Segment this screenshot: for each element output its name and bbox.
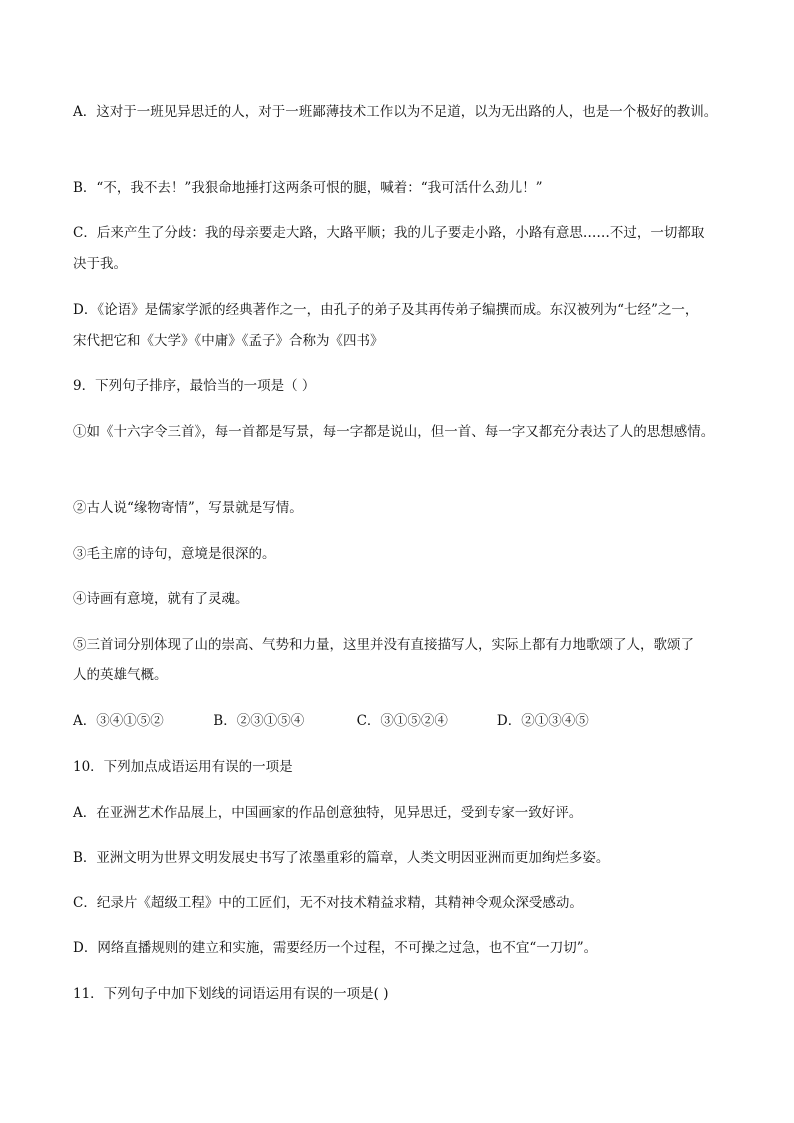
q8-option-c-line2: 决于我。 [73,256,127,272]
q10-option-d: D．网络直播规则的建立和实施，需要经历一个过程，不可操之过急，也不宜“一刀切”。 [73,940,598,956]
q9-stem: 9．下列句子排序，最恰当的一项是（ ） [73,378,316,394]
q10-option-b: B．亚洲文明为世界文明发展史书写了浓墨重彩的篇章，人类文明因亚洲而更加绚烂多姿。 [73,850,610,866]
q10-stem: 10．下列加点成语运用有误的一项是 [73,759,293,775]
q9-sentence-2: ②古人说“缘物寄情”，写景就是写情。 [73,500,303,516]
q9-option-a: A．③④①⑤② [73,713,164,729]
q9-sentence-1: ①如《十六字令三首》，每一首都是写景，每一字都是说山，但一首、每一字又都充分表达了人的思想感情。 [73,424,715,440]
q8-option-b: B．“不，我不去！”我狠命地捶打这两条可恨的腿，喊着：“我可活什么劲儿！” [73,180,543,196]
q9-sentence-4: ④诗画有意境，就有了灵魂。 [73,591,249,607]
q8-option-d-line2: 宋代把它和《大学》《中庸》《孟子》合称为《四书》 [73,333,384,349]
q9-sentence-5-line2: 人的英雄气概。 [73,667,168,683]
q11-stem: 11．下列句子中加下划线的词语运用有误的一项是( ) [73,986,389,1002]
q9-option-b: B．②③①⑤④ [213,713,305,729]
q9-sentence-3: ③毛主席的诗句，意境是很深的。 [73,546,276,562]
q8-option-d-line1: D．《论语》是儒家学派的经典著作之一，由孔子的弟子及其再传弟子编撰而成。东汉被列为“七经”之一， [73,302,699,318]
q9-option-d: D．②①③④⑤ [496,713,589,729]
q10-option-a: A．在亚洲艺术作品展上，中国画家的作品创意独特，见异思迁，受到专家一致好评。 [73,805,583,821]
q8-option-a: A．这对于一班见异思迁的人，对于一班鄙薄技术工作以为不足道，以为无出路的人，也是一个极好的教训。 [73,104,718,120]
q9-options [73,711,754,731]
q10-option-c: C．纪录片《超级工程》中的工匠们，无不对技术精益求精，其精神令观众深受感动。 [73,895,583,911]
q9-option-c: C．③①⑤②④ [356,713,448,729]
q8-option-c-line1: C．后来产生了分歧：我的母亲要走大路，大路平顺；我的儿子要走小路，小路有意思……不过，一切都取 [73,225,705,241]
q9-sentence-5-line1: ⑤三首词分别体现了山的崇高、气势和力量，这里并没有直接描写人，实际上都有力地歌颂了人，歌颂了 [73,637,694,653]
